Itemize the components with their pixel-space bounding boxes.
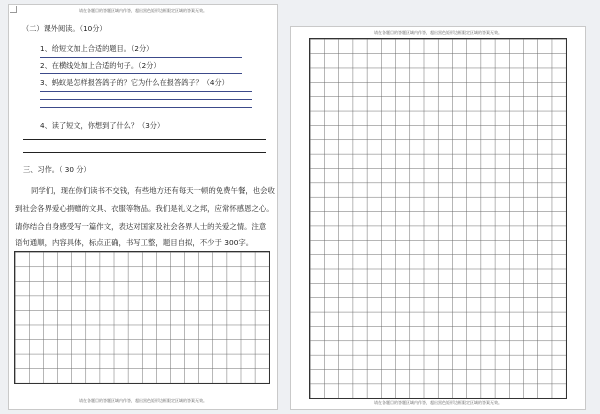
answer-line[interactable]: [40, 73, 242, 74]
answer-line[interactable]: [23, 152, 266, 153]
writing-prompt-line-1: 同学们，现在你们读书不交钱，有些地方还有每天一顿的免费午餐，也会收: [31, 186, 275, 195]
writing-prompt-line-4: 语句通顺，内容具体，标点正确，书写工整，题目自拟，不少于 300字。: [15, 238, 254, 247]
answer-line[interactable]: [40, 57, 242, 58]
reading-question-4: 4、读了短文，你想到了什么？（3分）: [40, 121, 165, 130]
writing-prompt-line-2: 到社会各界爱心捐赠的文具、衣服等物品。我们是礼义之邦，应常怀感恩之心。: [15, 204, 274, 213]
answer-line[interactable]: [40, 107, 252, 108]
writing-section-title: 三、习作。（ 30 分）: [23, 165, 91, 174]
composition-grid[interactable]: [309, 38, 567, 399]
reading-question-1: 1、给短文加上合适的题目。（2分）: [40, 44, 154, 53]
writing-prompt-line-3: 请你结合自身感受写一篇作文，表达对国家及社会各界人士的关爱之情。注意: [15, 222, 267, 231]
answer-sheet-page-2: [290, 26, 586, 410]
crop-mark: [10, 6, 17, 13]
composition-grid[interactable]: [14, 251, 270, 384]
answer-line[interactable]: [40, 99, 252, 100]
reading-section-title: （二）课外阅读。（10分）: [22, 24, 107, 33]
page-footer-note: 请在各题目的答题区域内作答，超出黑色矩形边框限定区域的答案无效。: [79, 398, 207, 403]
answer-line[interactable]: [23, 139, 266, 140]
page-header-note: 请在各题目的答题区域内作答，超出黑色矩形边框限定区域的答案无效。: [79, 8, 207, 13]
reading-question-3: 3、蚂蚁是怎样报答鸽子的？它为什么在报答鸽子？（4分）: [40, 78, 229, 87]
answer-line[interactable]: [40, 91, 252, 92]
reading-question-2: 2、在横线处加上合适的句子。（2分）: [40, 61, 161, 70]
page-header-note: 请在各题目的答题区域内作答，超出黑色矩形边框限定区域的答案无效。: [374, 30, 502, 35]
page-footer-note: 请在各题目的答题区域内作答，超出黑色矩形边框限定区域的答案无效。: [374, 400, 502, 405]
answer-sheet-page-1: [8, 4, 278, 410]
